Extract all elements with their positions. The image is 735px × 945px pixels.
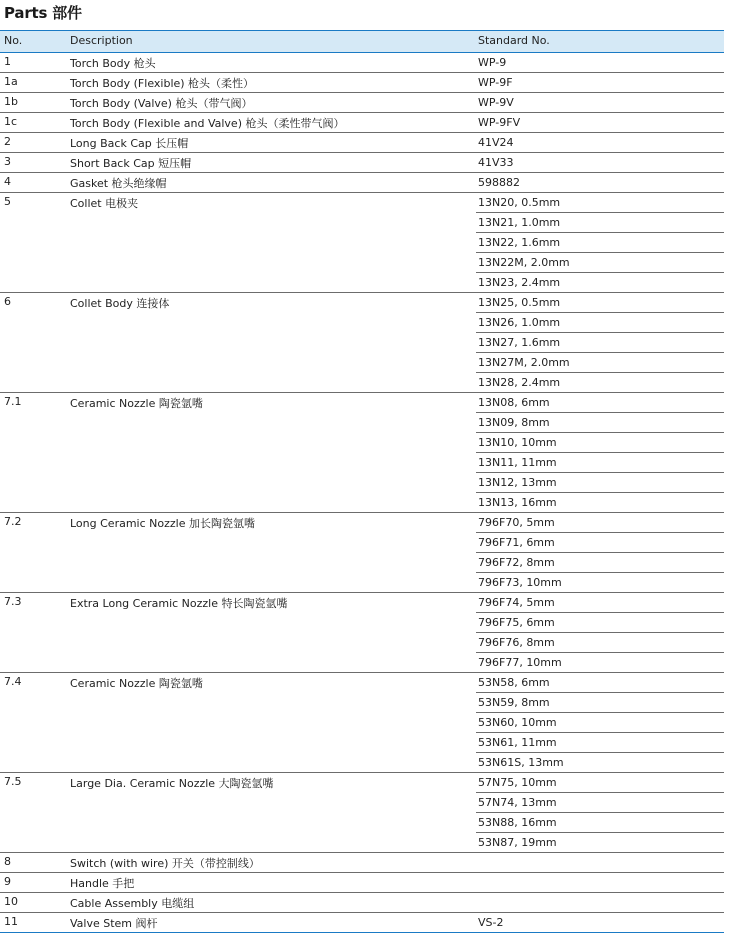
standard-number: 796F72, 8mm <box>476 553 724 573</box>
standard-numbers <box>476 113 724 132</box>
table-row <box>0 593 724 673</box>
table-row <box>0 293 724 393</box>
table-row <box>0 893 724 913</box>
standard-number: VS-2 <box>478 916 504 929</box>
standard-number: 13N21, 1.0mm <box>476 213 724 233</box>
table-row <box>0 93 724 113</box>
part-description: Torch Body (Valve) 枪头（带气阀） <box>70 97 253 110</box>
table-row <box>0 153 724 173</box>
standard-numbers <box>476 173 724 192</box>
standard-number: 41V33 <box>478 156 514 169</box>
table-row <box>0 853 724 873</box>
standard-numbers <box>476 873 724 892</box>
standard-numbers <box>476 93 724 112</box>
standard-number: 13N12, 13mm <box>476 473 724 493</box>
standard-numbers <box>476 193 724 292</box>
standard-number: WP-9 <box>478 56 507 69</box>
standard-number: 796F71, 6mm <box>476 533 724 553</box>
standard-number: 13N27, 1.6mm <box>476 333 724 353</box>
standard-number: 41V24 <box>478 136 514 149</box>
standard-numbers <box>476 73 724 92</box>
table-row <box>0 173 724 193</box>
standard-number: 57N75, 10mm <box>476 773 724 793</box>
standard-number: 796F70, 5mm <box>476 513 724 533</box>
standard-number: 53N59, 8mm <box>476 693 724 713</box>
standard-number: 53N87, 19mm <box>478 836 557 849</box>
standard-numbers <box>476 773 724 852</box>
standard-numbers <box>476 53 724 72</box>
standard-number: 13N23, 2.4mm <box>478 276 561 289</box>
part-number: 6 <box>4 295 11 308</box>
standard-numbers <box>476 513 724 592</box>
part-description: Short Back Cap 短压帽 <box>70 157 192 170</box>
standard-number: WP-9V <box>478 96 514 109</box>
standard-numbers <box>476 893 724 912</box>
part-description: Handle 手把 <box>70 877 135 890</box>
table-header <box>0 30 724 53</box>
parts-table <box>0 30 724 933</box>
standard-number: 796F77, 10mm <box>478 656 562 669</box>
part-number: 4 <box>4 175 11 188</box>
header-standard-no: Standard No. <box>478 34 550 47</box>
standard-number: 13N20, 0.5mm <box>476 193 724 213</box>
part-number: 3 <box>4 155 11 168</box>
part-description: Collet 电极夹 <box>70 197 139 210</box>
table-row <box>0 73 724 93</box>
standard-number: 13N26, 1.0mm <box>476 313 724 333</box>
standard-numbers <box>476 593 724 672</box>
standard-number: 13N27M, 2.0mm <box>476 353 724 373</box>
part-description: Collet Body 连接体 <box>70 297 170 310</box>
part-description: Long Ceramic Nozzle 加长陶瓷氩嘴 <box>70 517 255 530</box>
header-description: Description <box>70 34 133 47</box>
table-row <box>0 133 724 153</box>
table-row <box>0 773 724 853</box>
part-description: Ceramic Nozzle 陶瓷氩嘴 <box>70 397 203 410</box>
standard-numbers <box>476 293 724 392</box>
part-number: 7.3 <box>4 595 22 608</box>
standard-number: 796F76, 8mm <box>476 633 724 653</box>
standard-number: 13N28, 2.4mm <box>478 376 561 389</box>
standard-numbers <box>476 913 724 932</box>
table-row <box>0 873 724 893</box>
part-description: Gasket 枪头绝缘帽 <box>70 177 167 190</box>
standard-number: 57N74, 13mm <box>476 793 724 813</box>
part-number: 10 <box>4 895 18 908</box>
part-number: 1c <box>4 115 18 128</box>
standard-number: 53N88, 16mm <box>476 813 724 833</box>
part-description: Torch Body 枪头 <box>70 57 156 70</box>
standard-number: 13N22M, 2.0mm <box>476 253 724 273</box>
part-number: 1 <box>4 55 11 68</box>
standard-number: 796F75, 6mm <box>476 613 724 633</box>
standard-numbers <box>476 133 724 152</box>
part-description: Valve Stem 阀杆 <box>70 917 158 930</box>
page-title: Parts 部件 <box>4 4 82 22</box>
part-number: 11 <box>4 915 18 928</box>
part-number: 7.2 <box>4 515 22 528</box>
part-number: 7.5 <box>4 775 22 788</box>
part-description: Long Back Cap 长压帽 <box>70 137 189 150</box>
part-number: 7.4 <box>4 675 22 688</box>
table-row <box>0 673 724 773</box>
standard-number <box>476 893 724 912</box>
standard-number: 13N09, 8mm <box>476 413 724 433</box>
standard-number: 53N61, 11mm <box>476 733 724 753</box>
standard-numbers <box>476 853 724 872</box>
standard-number: 13N10, 10mm <box>476 433 724 453</box>
standard-numbers <box>476 673 724 772</box>
part-description: Extra Long Ceramic Nozzle 特长陶瓷氩嘴 <box>70 597 288 610</box>
part-number: 8 <box>4 855 11 868</box>
part-number: 9 <box>4 875 11 888</box>
standard-number: 13N11, 11mm <box>476 453 724 473</box>
standard-number <box>476 853 724 872</box>
part-description: Switch (with wire) 开关（带控制线） <box>70 857 260 870</box>
part-number: 7.1 <box>4 395 22 408</box>
part-description: Ceramic Nozzle 陶瓷氩嘴 <box>70 677 203 690</box>
header-no: No. <box>4 34 23 47</box>
standard-numbers <box>476 153 724 172</box>
standard-number: 53N60, 10mm <box>476 713 724 733</box>
part-description: Torch Body (Flexible and Valve) 枪头（柔性带气阀） <box>70 117 345 130</box>
table-row <box>0 513 724 593</box>
table-row <box>0 53 724 73</box>
part-number: 1a <box>4 75 18 88</box>
table-row <box>0 113 724 133</box>
standard-number: 13N08, 6mm <box>476 393 724 413</box>
part-number: 2 <box>4 135 11 148</box>
standard-number: 53N58, 6mm <box>476 673 724 693</box>
table-row <box>0 913 724 933</box>
part-description: Cable Assembly 电缆组 <box>70 897 195 910</box>
standard-number: 53N61S, 13mm <box>478 756 564 769</box>
standard-number <box>476 873 724 892</box>
table-row <box>0 193 724 293</box>
table-row <box>0 393 724 513</box>
standard-number: 796F74, 5mm <box>476 593 724 613</box>
part-description: Large Dia. Ceramic Nozzle 大陶瓷氩嘴 <box>70 777 274 790</box>
part-number: 1b <box>4 95 18 108</box>
standard-number: WP-9F <box>478 76 513 89</box>
standard-number: 796F73, 10mm <box>478 576 562 589</box>
part-description: Torch Body (Flexible) 枪头（柔性） <box>70 77 255 90</box>
standard-number: 13N13, 16mm <box>478 496 557 509</box>
standard-number: 13N22, 1.6mm <box>476 233 724 253</box>
standard-number: WP-9FV <box>478 116 521 129</box>
standard-number: 598882 <box>478 176 520 189</box>
standard-number: 13N25, 0.5mm <box>476 293 724 313</box>
standard-numbers <box>476 393 724 512</box>
part-number: 5 <box>4 195 11 208</box>
